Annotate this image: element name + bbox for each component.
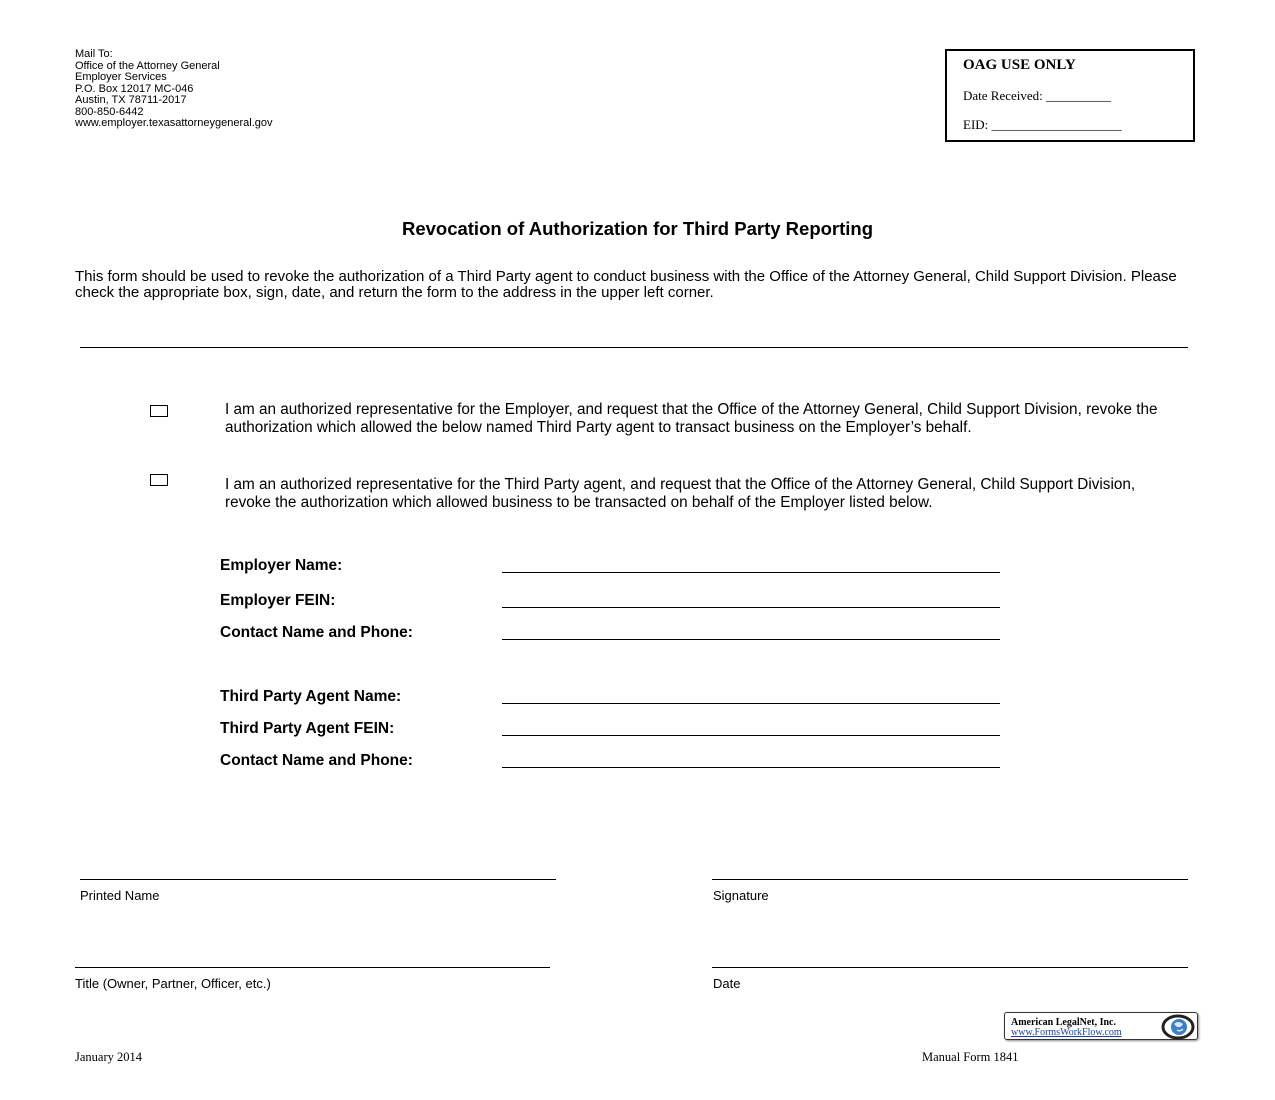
mail-to-website: www.employer.texasattorneygeneral.gov [75,117,273,129]
american-legalnet-logo[interactable] [1004,1012,1198,1040]
employer-contact-field[interactable] [502,639,1000,640]
printed-name-label: Printed Name [80,888,160,903]
agent-contact-label: Contact Name and Phone: [220,752,413,769]
employer-name-label: Employer Name: [220,557,343,574]
third-party-representative-statement: I am an authorized representative for the Third Party agent, and request that the Office of the Attorney General, Child Support Division, revoke the authorization which allowed business to be transacted on behalf of the Employer listed below. [225,476,1136,511]
logo-company-name: American LegalNet, Inc. [1011,1017,1116,1028]
footer-date: January 2014 [75,1050,142,1064]
oag-use-only-box [945,49,1195,142]
agent-fein-field[interactable] [502,735,1000,736]
title-label: Title (Owner, Partner, Officer, etc.) [75,976,271,991]
date-field[interactable] [712,967,1188,968]
third-party-representative-checkbox[interactable] [150,474,168,486]
mail-to-label: Mail To: [75,48,113,60]
mail-to-department: Employer Services [75,71,167,83]
oag-use-only-title: OAG USE ONLY [963,57,1076,73]
printed-name-field[interactable] [80,879,556,880]
form-title: Revocation of Authorization for Third Party Reporting [401,218,874,239]
signature-label: Signature [713,888,769,903]
globe-icon [1159,1014,1195,1040]
date-received-line: Date Received: __________ [963,88,1112,103]
date-label: Date [713,976,741,991]
agent-contact-field[interactable] [502,767,1000,768]
title-field[interactable] [75,967,550,968]
agent-fein-label: Third Party Agent FEIN: [220,720,395,737]
mail-to-address [75,49,273,130]
mail-to-po-box: P.O. Box 12017 MC-046 [75,82,194,95]
section-divider [80,347,1188,348]
mail-to-phone: 800-850-6442 [75,105,144,118]
employer-fein-field[interactable] [502,607,1000,608]
mail-to-city: Austin, TX 78711-2017 [75,94,187,106]
footer-form-number: Manual Form 1841 [922,1050,1019,1064]
signature-field[interactable] [712,879,1188,880]
employer-contact-label: Contact Name and Phone: [220,624,413,641]
agent-name-label: Third Party Agent Name: [220,688,402,705]
eid-line: EID: ____________________ [963,117,1122,132]
employer-representative-checkbox[interactable] [150,405,168,417]
agent-name-field[interactable] [502,703,1000,704]
logo-url-link[interactable]: www.FormsWorkFlow.com [1011,1027,1122,1038]
employer-representative-statement: I am an authorized representative for the Employer, and request that the Office of the Attorney General, Child Support Division, revoke the authorization which allowed the below named Third Party agent to transact business on the Employer’s behalf. [225,401,1158,436]
intro-paragraph: This form should be used to revoke the authorization of a Third Party agent to conduct business with the Office of the Attorney General, Child Support Division. Please check the appropriate box, sign, date, and return the form to the address in the upper left corner. [75,268,1177,301]
employer-fein-label: Employer FEIN: [220,592,336,609]
mail-to-office: Office of the Attorney General [75,59,220,72]
employer-name-field[interactable] [502,572,1000,573]
